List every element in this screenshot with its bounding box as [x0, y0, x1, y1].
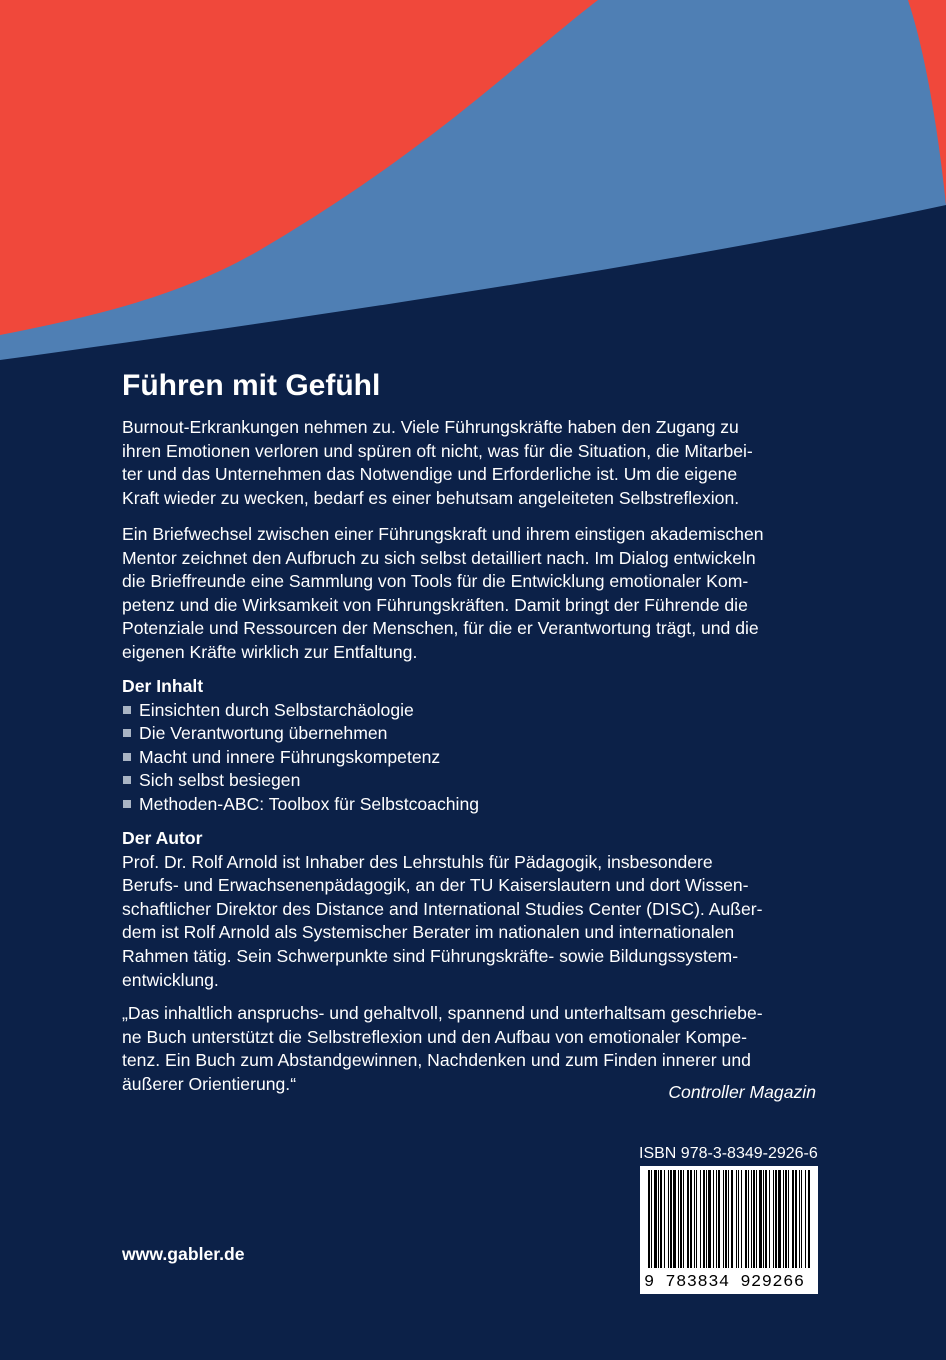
- barcode-bar: [728, 1170, 729, 1268]
- book-title: Führen mit Gefühl: [122, 369, 381, 402]
- intro-line: Burnout-Erkrankungen nehmen zu. Viele Führungskräfte haben den Zugang zu: [122, 417, 739, 437]
- barcode-bar: [651, 1170, 652, 1268]
- contents-heading: Der Inhalt: [122, 676, 204, 696]
- bullet-square-icon: [123, 800, 131, 808]
- barcode-bar: [775, 1170, 777, 1268]
- isbn-barcode: [640, 1166, 818, 1294]
- barcode-bar: [703, 1170, 705, 1268]
- barcode-bar: [799, 1170, 800, 1268]
- publisher-url-link[interactable]: www.gabler.de: [122, 1244, 245, 1264]
- intro-paragraph: [122, 416, 818, 510]
- barcode-bar: [670, 1170, 672, 1268]
- author-section: [122, 827, 818, 992]
- quote-line: „Das inhaltlich anspruchs- und gehaltvoll, spannend und unterhaltsam geschriebe-: [122, 1003, 763, 1023]
- barcode-bar: [765, 1170, 767, 1268]
- barcode-digits: 9 783834 929266: [644, 1273, 805, 1292]
- barcode-bar: [716, 1170, 717, 1268]
- barcode-bar: [706, 1170, 707, 1268]
- barcode-bar: [745, 1170, 747, 1268]
- barcode-bar: [683, 1170, 684, 1268]
- barcode-bar: [751, 1170, 752, 1268]
- author-line: dem ist Rolf Arnold als Systemischer Berater im nationalen und internationalen: [122, 922, 735, 943]
- contents-item-text: Die Verantwortung übernehmen: [139, 723, 388, 744]
- description-paragraph: [122, 523, 818, 665]
- bullet-square-icon: [123, 776, 131, 784]
- barcode-bar: [658, 1170, 659, 1268]
- barcode-bars-graphic: [640, 1166, 818, 1274]
- contents-item-text: Macht und innere Führungskompetenz: [139, 746, 441, 767]
- barcode-bar: [694, 1170, 695, 1268]
- barcode-bar: [678, 1170, 679, 1268]
- intro-line: Kraft wieder zu wecken, bedarf es einer behutsam angeleiteten Selbstreflexion.: [122, 487, 740, 508]
- barcode-bar: [696, 1170, 697, 1268]
- intro-line: ter und das Unternehmen das Notwendige und Erforderliche ist. Um die eigene: [122, 464, 738, 485]
- quote-source: Controller Magazin: [668, 1082, 816, 1102]
- barcode-bar: [783, 1170, 784, 1268]
- barcode-bar: [792, 1170, 794, 1268]
- barcode-bar: [660, 1170, 662, 1268]
- description-line: petenz und die Wirksamkeit von Führungskräften. Damit bringt der Führende die: [122, 594, 748, 615]
- barcode-bar: [753, 1170, 755, 1268]
- description-line: Potenziale und Ressourcen der Menschen, für die er Verantwortung trägt, und die: [122, 618, 759, 639]
- description-line: die Brieffreunde eine Sammlung von Tools für die Entwicklung emotionaler Kom-: [122, 571, 749, 592]
- barcode-bar: [680, 1170, 682, 1268]
- barcode-bar: [648, 1170, 650, 1268]
- barcode-bar: [778, 1170, 781, 1268]
- contents-item-text: Einsichten durch Selbstarchäologie: [139, 699, 414, 720]
- barcode-bar: [723, 1170, 724, 1268]
- barcode-bar: [708, 1170, 711, 1268]
- barcode-bar: [763, 1170, 764, 1268]
- contents-list-item: [122, 769, 818, 793]
- bullet-square-icon: [123, 706, 131, 714]
- barcode-bar: [785, 1170, 787, 1268]
- contents-list-item: [122, 722, 818, 746]
- author-line: schaftlicher Direktor des Distance and International Studies Center (DISC). Außer-: [122, 898, 763, 919]
- contents-list: [122, 699, 818, 817]
- barcode-bar: [748, 1170, 749, 1268]
- barcode-bar: [756, 1170, 757, 1268]
- barcode-bar: [736, 1170, 737, 1268]
- barcode-bar: [664, 1170, 665, 1268]
- description-line: eigenen Kräfte wirklich zur Entfaltung.: [122, 641, 418, 662]
- barcode-bar: [805, 1170, 806, 1268]
- barcode-bar: [808, 1170, 810, 1268]
- author-heading: Der Autor: [122, 828, 203, 848]
- contents-list-item: [122, 699, 818, 723]
- quote-line: ne Buch unterstützt die Selbstreflexion und den Aufbau von emotionaler Kompe-: [122, 1026, 747, 1047]
- barcode-bar: [668, 1170, 669, 1268]
- barcode-bar: [654, 1170, 657, 1268]
- barcode-bar: [725, 1170, 727, 1268]
- cover-wave-graphic: [0, 0, 946, 360]
- intro-line: ihren Emotionen verloren und spüren oft nicht, was für die Situation, die Mitarbei-: [122, 440, 753, 461]
- bullet-square-icon: [123, 729, 131, 737]
- bullet-square-icon: [123, 753, 131, 761]
- author-line: Berufs- und Erwachsenenpädagogik, an der TU Kaiserslautern und dort Wissen-: [122, 875, 749, 896]
- contents-list-item: [122, 746, 818, 770]
- barcode-bar: [759, 1170, 762, 1268]
- isbn-label: ISBN 978-3-8349-2926-6: [639, 1145, 818, 1162]
- barcode-bar: [687, 1170, 689, 1268]
- barcode-bar: [801, 1170, 802, 1268]
- contents-list-item: [122, 793, 818, 817]
- author-line: Rahmen tätig. Sein Schwerpunkte sind Führungskräfte- sowie Bildungssystem-: [122, 945, 739, 966]
- description-line: Mentor zeichnet den Aufbruch zu sich selbst detailliert nach. Im Dialog entwickeln: [122, 547, 756, 568]
- author-line: Prof. Dr. Rolf Arnold ist Inhaber des Lehrstuhls für Pädagogik, insbesondere: [122, 851, 713, 872]
- quote-line: äußerer Orientierung.“: [122, 1073, 297, 1094]
- contents-item-text: Sich selbst besiegen: [139, 770, 301, 791]
- barcode-bar: [673, 1170, 676, 1268]
- contents-section: [122, 675, 818, 817]
- author-line: entwicklung.: [122, 969, 219, 990]
- author-bio: [122, 851, 818, 993]
- barcode-bar: [738, 1170, 739, 1268]
- quote-line: tenz. Ein Buch zum Abstandgewinnen, Nachdenken und zum Finden innerer und: [122, 1050, 751, 1071]
- barcode-bar: [713, 1170, 714, 1268]
- barcode-bar: [773, 1170, 774, 1268]
- description-line: Ein Briefwechsel zwischen einer Führungskraft und ihrem einstigen akademischen: [122, 524, 764, 544]
- barcode-bar: [795, 1170, 797, 1268]
- barcode-bar: [700, 1170, 701, 1268]
- barcode-bar: [741, 1170, 742, 1268]
- barcode-bar: [769, 1170, 770, 1268]
- contents-item-text: Methoden-ABC: Toolbox für Selbstcoaching: [139, 793, 480, 814]
- barcode-bar: [788, 1170, 789, 1268]
- barcode-bar: [718, 1170, 720, 1268]
- barcode-bar: [731, 1170, 733, 1268]
- barcode-bar: [690, 1170, 692, 1268]
